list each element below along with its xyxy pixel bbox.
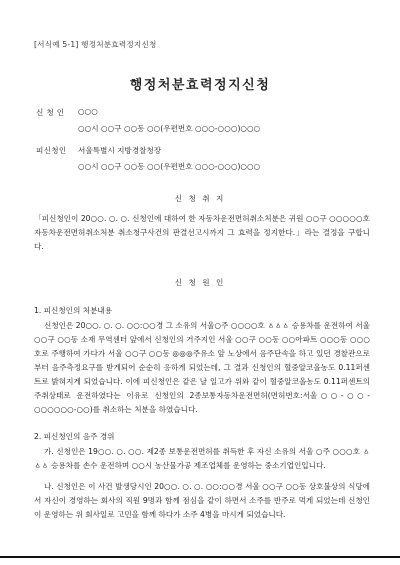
purpose-text: 「피신청인이 20○○. ○. ○. 신청인에 대하여 한 자동차운전면허취소처분은 귀원 ○○구 ○○○○○호 자동차운전면허취소처분 취소청구사건의 판결선고시까지 그 효력을 정지한다.」라는 결정을 구합니다. xyxy=(34,214,370,251)
section1-text: 신청인은 20○○. ○. ○. ○○:○○경 그 소유의 서울○주 ○○○○호 ㅿㅿㅿ 승용차를 운전하여 서울 ○○구 ○○동 소재 무역센터 앞에서 신청인의 거주지인 서울 ○○구 ○○동 ○○아파트 ○○○동 ○○○호로 주행하여 가다가 서울 ○○구 ○○동 ◎◎◎주유소 앞 노상에서 음주단속을 하고 있던 경찰관으로부터 음주측정요구를 받게되어 순순히 응하게 되었는데, 그 결과 신청인의 혈중알코올농도 0.11퍼센트로 밝혀지게 되었습니다. 이에 피신청인은 같은 날 일고가 위와 같이 혈중알코올농도 0.11퍼센트의 주취상태로 운전하였다는 이유로 신청인의 2종보통자동차운전면허(면허번호:서울○○-○○-○○○○○○-○○)를 취소하는 처분을 하였습니다. xyxy=(34,321,370,414)
respondent-address: ○○시 ○○구 ○○동 ○○(우편번호 ○○○-○○○)○○○ xyxy=(78,162,261,171)
respondent-label: 피신청인 xyxy=(36,146,67,155)
respondent-name: 서울특별시 지방경찰청장 xyxy=(78,146,162,155)
purpose-heading: 신 청 취 지 xyxy=(174,194,226,203)
applicant-label: 신 청 인 xyxy=(36,108,65,117)
reasons-heading: 신 청 원 인 xyxy=(174,278,226,287)
applicant-address: ○○시 ○○구 ○○동 ○○(우편번호 ○○○-○○○)○○○ xyxy=(78,124,261,133)
section1-title: 1. 피신청인의 처분내용 xyxy=(34,306,113,315)
section2-title: 2. 피신청인의 음주 경위 xyxy=(34,432,115,441)
bottom-border xyxy=(0,556,400,558)
applicant-name: ○○○ xyxy=(78,107,98,116)
document-title: 행정처분효력정지신청 xyxy=(129,78,271,93)
section2-para1: 가. 신청인은 19○○. ○. ○○. 제2종 보통운전면허를 취득한 후 자신 소유의 서울 ○주 ○○○호 ㅿㅿㅿ 승용차를 손수 운전하며 ○○시 농산물가공 제조업체를 운영하는 중소기업인입니다. xyxy=(34,447,370,470)
form-number: [서식예 5-1] 행정처분효력정지신청 xyxy=(34,40,157,49)
section2-para2: 나. 신청인은 이 사건 발생당시인 20○○. ○. ○. ○○:○○경 서울 ○○구 ○○동 상호불상의 식당에서 자신이 경영하는 회사의 직원 9명과 함께 점심을 같이 하면서 소주를 반주로 먹게 되었는데 신청인이 운영하는 위 회사일로 고민을 함께 하다가 소주 4병을 마시게 되었습니다. xyxy=(34,482,370,519)
